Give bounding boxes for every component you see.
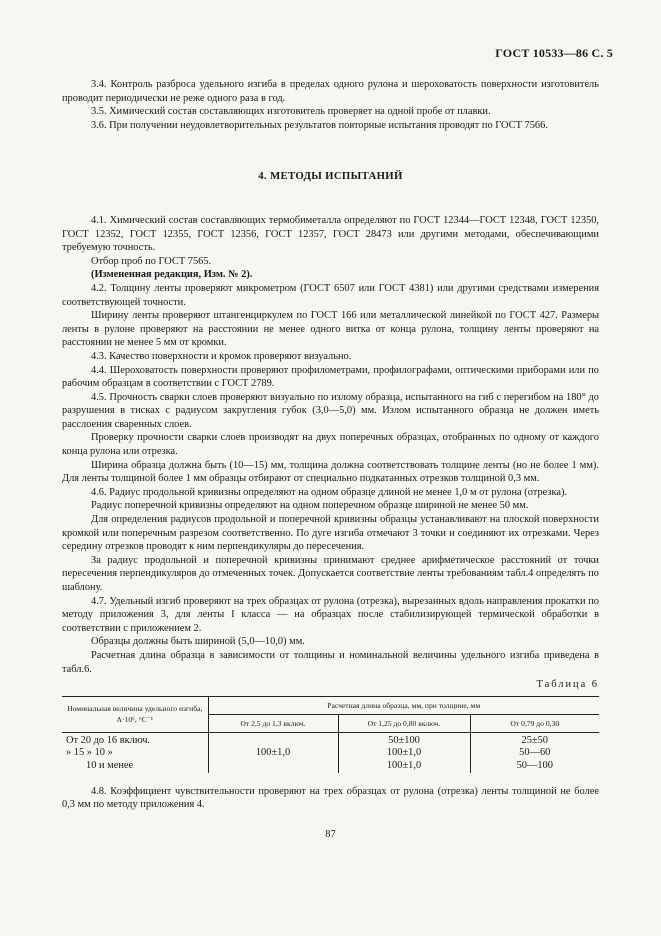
table-subheader-1: От 2,5 до 1,3 включ. bbox=[208, 714, 338, 732]
table-row bbox=[62, 760, 599, 773]
table-cell-label: От 20 до 16 включ. bbox=[62, 732, 208, 747]
table-col1-header: Номинальная величина удельного изгиба, А·10⁶, °С⁻¹ bbox=[62, 696, 208, 732]
paragraph-sampling: Отбор проб по ГОСТ 7565. bbox=[91, 255, 212, 267]
page-header: ГОСТ 10533—86 С. 5 bbox=[495, 46, 613, 60]
paragraph-transverse: Радиус поперечной кривизны определяют на одном поперечном образце шириной не менее 50 мм. bbox=[91, 500, 529, 512]
table-cell: 50±100 bbox=[338, 732, 470, 747]
paragraph-4-3: 4.3. Качество поверхности и кромок проверяют визуально. bbox=[91, 350, 352, 362]
table-cell: 50—60 bbox=[519, 747, 551, 759]
table-cell: 25±50 bbox=[521, 734, 548, 746]
paragraph-4-5: 4.5. Прочность сварки слоев проверяют визуально по излому образца, испытанного на гиб с перегибом на 180° до разрушения в тисках с радиусом закругления губок (3,0—5,0) мм. Излом испытанного образца не должен иметь расслоения сваренных слоев. bbox=[62, 391, 599, 430]
paragraph-length: Расчетная длина образца в зависимости от толщины и номинальной величины удельного изгиба приведена в табл.6. bbox=[62, 649, 599, 675]
table-cell bbox=[208, 732, 338, 747]
document-body bbox=[62, 78, 599, 812]
amendment-note: (Измененная редакция, Изм. № 2). bbox=[91, 269, 253, 281]
table-row bbox=[62, 747, 599, 760]
table-row bbox=[62, 732, 599, 747]
table-cell: 100±1,0 bbox=[338, 747, 470, 760]
table-cell: 100±1,0 bbox=[338, 760, 470, 773]
paragraph-4-1: 4.1. Химический состав составляющих термобиметалла определяют по ГОСТ 12344—ГОСТ 12348, ГОСТ 12350, ГОСТ 12352, ГОСТ 12355, ГОСТ 12356, ГОСТ 12357, ГОСТ 28473 или другими методами, обеспечивающими требуемую точность. bbox=[62, 214, 599, 254]
paragraph-weld: Проверку прочности сварки слоев производят на двух поперечных образцах, отобранных по одному от каждого конца рулона или отрезка. bbox=[62, 432, 599, 458]
paragraph-3-4: 3.4. Контроль разброса удельного изгиба в пределах одного рулона и шероховатость поверхности изготовитель проводит периодически не реже одного раза в год. bbox=[62, 79, 599, 104]
paragraph-width: Ширину ленты проверяют штангенциркулем по ГОСТ 166 или металлической линейкой по ГОСТ 427. Размеры ленты в рулоне проверяют на расстоянии не менее одного витка от конца рулона, толщину ленты проверяют на расстоянии не менее 5 мм от кромки. bbox=[62, 310, 599, 349]
table-cell: 50—100 bbox=[516, 759, 553, 771]
table-cell-label: 10 и менее bbox=[62, 760, 208, 773]
table-6 bbox=[62, 696, 599, 773]
section-heading: 4. МЕТОДЫ ИСПЫТАНИЙ bbox=[258, 170, 403, 183]
table-group-header: Расчетная длина образца, мм, при толщине, мм bbox=[208, 696, 599, 714]
paragraph-4-8: 4.8. Коэффициент чувствительности проверяют на трех образцах от рулона (отрезка) ленты толщиной не более 0,3 мм по методу приложения 4. bbox=[62, 785, 599, 811]
table-cell-label: » 15 » 10 » bbox=[62, 747, 208, 760]
page-number: 87 bbox=[325, 829, 336, 840]
paragraph-samples-width: Образцы должны быть шириной (5,0—10,0) мм. bbox=[91, 636, 305, 648]
paragraph-4-6: 4.6. Радиус продольной кривизны определяют на одном образце длиной не менее 1,0 м от рулона (отрезка). bbox=[91, 486, 568, 498]
paragraph-radius: За радиус продольной и поперечной кривизны принимают среднее арифметическое расстояний от точки пересечения перпендикуляров до отмеченных точек. Допускается соответствие ленты требованиям табл.4 определять по шаблону. bbox=[62, 554, 599, 593]
paragraph-4-7: 4.7. Удельный изгиб проверяют на трех образцах от рулона (отрезка), вырезанных вдоль направления прокатки по методу приложения 3, для ленты I класса — на образцах после стабилизирующей термической обработки в соответствии с приложением 2. bbox=[62, 595, 599, 634]
paragraph-4-2: 4.2. Толщину ленты проверяют микрометром (ГОСТ 6507 или ГОСТ 4381) или другими средствами измерения соответствующей точности. bbox=[62, 282, 599, 308]
table-caption: Таблица 6 bbox=[536, 679, 599, 691]
table-subheader-3: От 0,79 до 0,30 bbox=[470, 714, 599, 732]
paragraph-3-5: 3.5. Химический состав составляющих изготовитель проверяет на одной пробе от плавки. bbox=[91, 106, 491, 118]
table-cell: 100±1,0 bbox=[208, 747, 338, 760]
paragraph-4-4: 4.4. Шероховатость поверхности проверяют профилометрами, профилографами, оптическими приборами или по рабочим образцам в соответствии с ГОСТ 2789. bbox=[62, 364, 599, 390]
table-cell bbox=[208, 760, 338, 773]
table-subheader-2: От 1,25 до 0,80 включ. bbox=[338, 714, 470, 732]
paragraph-sample-width: Ширина образца должна быть (10—15) мм, толщина должна соответствовать толщине ленты (но не более 1 мм). Для ленты толщиной более 1 мм образцы отбирают от специально подкатанных отрезков толщиной 0,3 мм. bbox=[62, 459, 599, 485]
paragraph-3-6: 3.6. При получении неудовлетворительных результатов повторные испытания проводят по ГОСТ 7566. bbox=[91, 119, 548, 131]
paragraph-determination: Для определения радиусов продольной и поперечной кривизны образцы устанавливают на плоской поверхности кромкой или поперечным разрезом соответственно. По дуге изгиба отмечают 3 точки и соединяют их отрезками. Через середину отрезков проводят к ним перпендикуляры до пересечения. bbox=[62, 514, 599, 553]
